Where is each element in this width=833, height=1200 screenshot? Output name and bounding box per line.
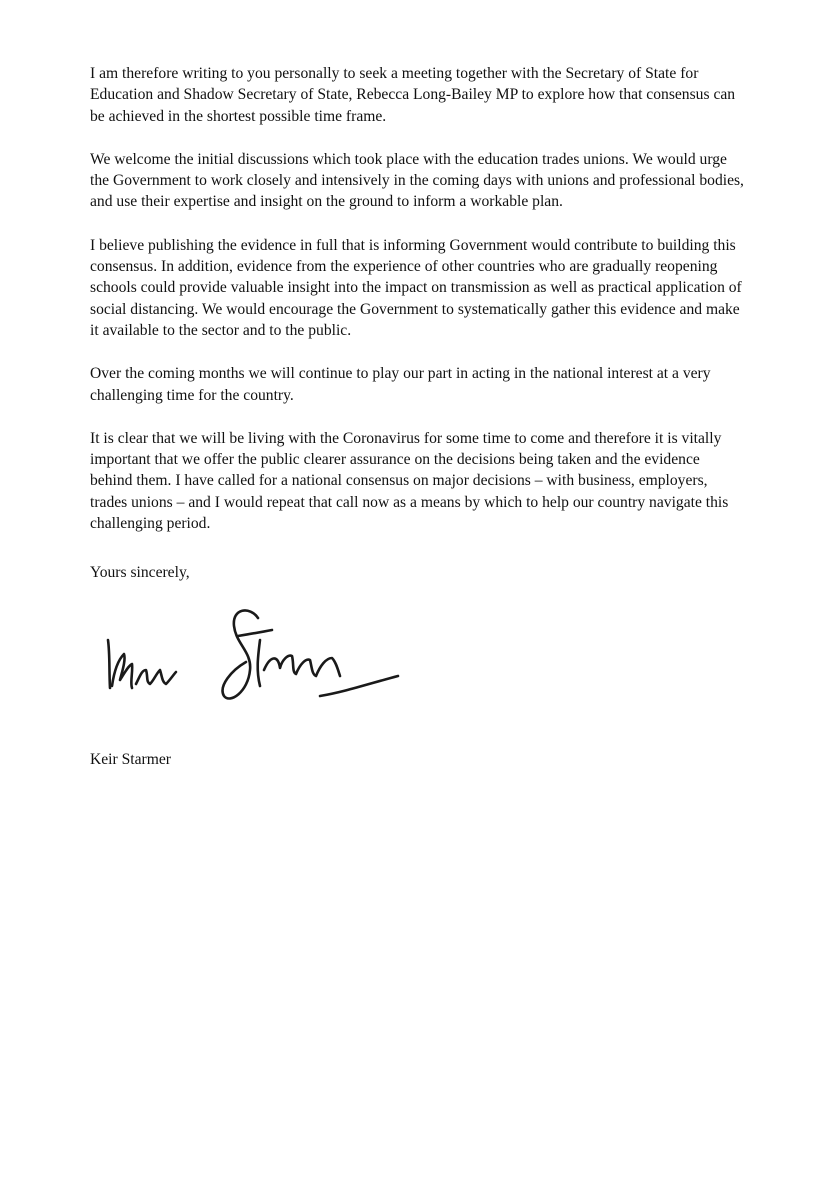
closing-salutation: Yours sincerely, <box>90 564 190 581</box>
signature-image <box>100 600 410 720</box>
signatory-name: Keir Starmer <box>90 751 171 768</box>
paragraph-meeting-request: I am therefore writing to you personally to seek a meeting together with the Secretary of State for Education and Shadow Secretary of State, Rebecca Long-Bailey MP to explore how that consensus can be achieved in the shortest possible time frame. <box>90 65 736 125</box>
letter-body <box>90 63 745 556</box>
signature-icon <box>100 600 410 720</box>
paragraph-coronavirus: It is clear that we will be living with the Coronavirus for some time to come and therefore it is vitally important that we offer the public clearer assurance on the decisions being taken and the evidence behind them. I have called for a national consensus on major decisions – with business, employers, trades unions – and I would repeat that call now as a means by which to help our country navigate this challenging period. <box>90 429 729 533</box>
paragraph-national-interest: Over the coming months we will continue to play our part in acting in the national interest at a very challenging time for the country. <box>90 365 711 404</box>
paragraph-trades-unions: We welcome the initial discussions which took place with the education trades unions. We would urge the Government to work closely and intensively in the coming days with unions and professional bodies, and use their expertise and insight on the ground to inform a workable plan. <box>90 150 744 211</box>
paragraph-evidence: I believe publishing the evidence in full that is informing Government would contribute to building this consensus. In addition, evidence from the experience of other countries who are gradually reopening schools could provide valuable insight into the impact on transmission as well as practical application of social distancing. We would encourage the Government to systematically gather this evidence and make it available to the sector and to the public. <box>90 236 742 339</box>
